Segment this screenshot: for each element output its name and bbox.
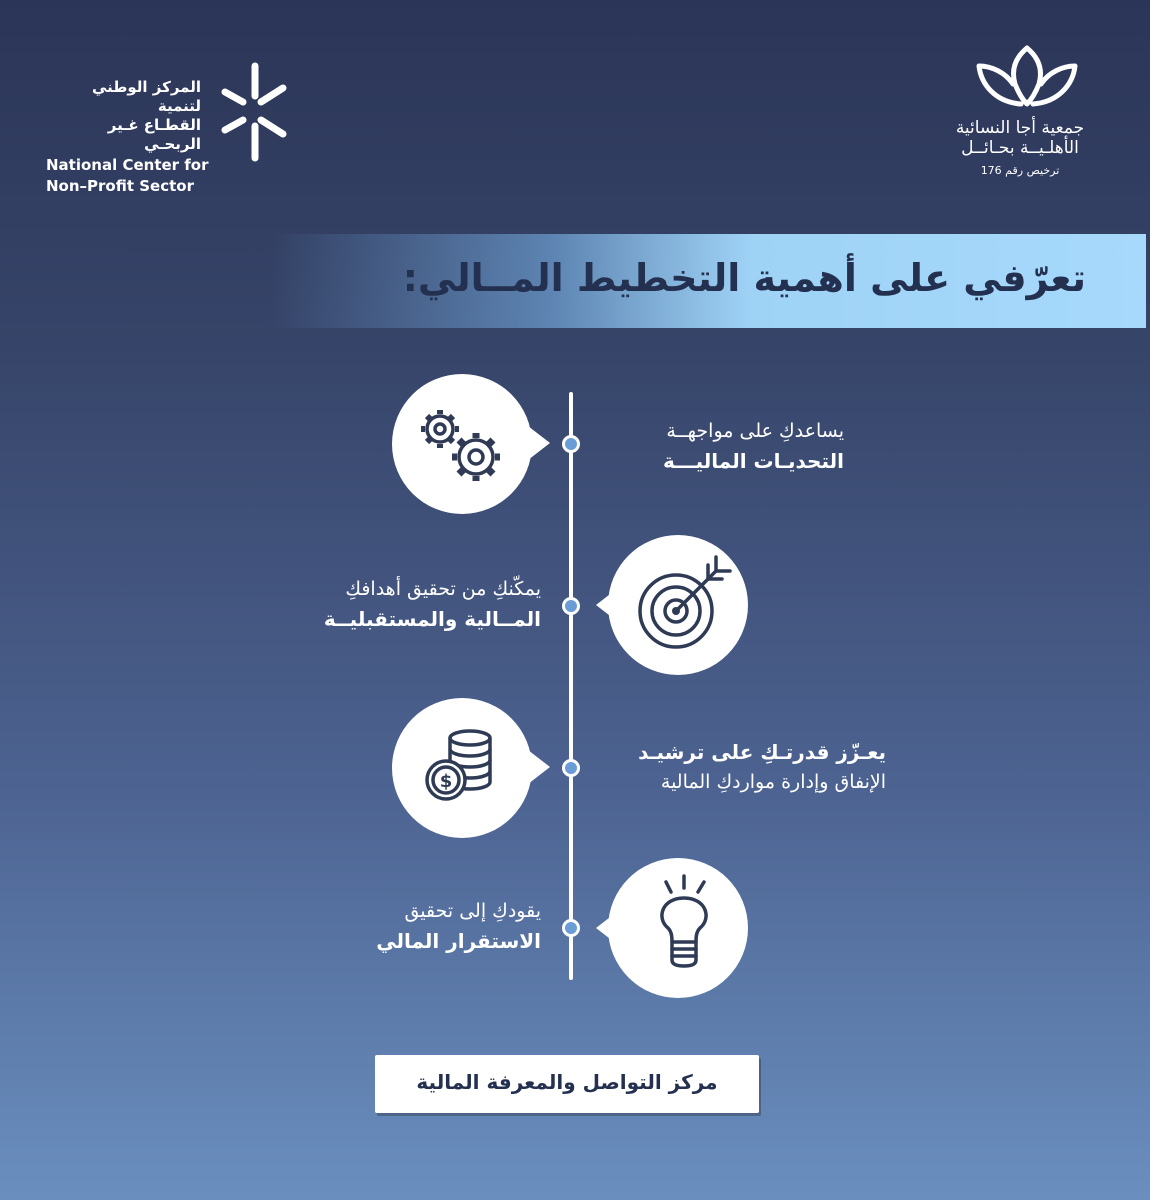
title-banner — [270, 234, 1146, 328]
item-1-line2: التحديـات الماليـــة — [662, 449, 844, 473]
item-2-bubble — [608, 535, 748, 675]
ncnp-english-line1: National Center for — [46, 156, 209, 174]
lotus-icon — [975, 44, 1079, 108]
item-4-text — [376, 896, 541, 956]
item-1-line1: يساعدكِ على مواجهــة — [666, 420, 844, 442]
item-4-dot — [562, 919, 580, 937]
aja-logo-text — [935, 118, 1105, 177]
target-icon — [608, 535, 748, 675]
ncnp-star-icon — [211, 60, 291, 164]
aja-name-line2: الأهلـيــة بحـائــل — [961, 138, 1079, 158]
gears-icon — [392, 374, 532, 514]
lightbulb-icon — [608, 858, 748, 998]
svg-text:$: $ — [439, 771, 453, 792]
item-2-line1: يمكّنكِ من تحقيق أهدافكِ — [345, 578, 541, 600]
item-3-pointer — [528, 750, 550, 784]
item-3-bubble — [392, 698, 532, 838]
timeline-line — [569, 392, 573, 980]
item-4-pointer — [596, 911, 618, 945]
page-title: تعرّفي على أهمية التخطيط المــالي: — [402, 256, 1086, 300]
item-2-dot — [562, 597, 580, 615]
item-4-line1: يقودكِ إلى تحقيق — [404, 900, 541, 922]
ncnp-arabic-line1: المركز الوطني لتنمية — [91, 78, 201, 115]
ncnp-logo-text — [46, 78, 216, 196]
item-3-text — [638, 737, 886, 797]
coins-icon — [392, 698, 532, 838]
item-1-dot — [562, 435, 580, 453]
item-2-text — [324, 574, 541, 634]
item-3-line1: يعـزّز قدرتـكِ على ترشيـد — [638, 740, 886, 764]
item-1-pointer — [528, 426, 550, 460]
footer-box — [375, 1055, 759, 1113]
item-2-pointer — [596, 588, 618, 622]
aja-license: ترخيص رقم 176 — [980, 164, 1060, 177]
ncnp-arabic-line2: القطـاع غـير الربحـي — [107, 116, 201, 153]
item-2-line2: المــالية والمستقبليــة — [323, 607, 541, 631]
item-4-line2: الاستقرار المالي — [376, 929, 541, 953]
item-1-bubble — [392, 374, 532, 514]
aja-name-line1: جمعية أجا النسائية — [955, 118, 1085, 138]
item-3-line2: الإنفاق وإدارة مواردكِ المالية — [660, 771, 886, 793]
item-3-dot — [562, 759, 580, 777]
footer-label: مركز التواصل والمعرفة المالية — [416, 1070, 718, 1094]
ncnp-english-line2: Non–Profit Sector — [46, 177, 194, 195]
item-4-bubble — [608, 858, 748, 998]
item-1-text — [663, 416, 844, 476]
